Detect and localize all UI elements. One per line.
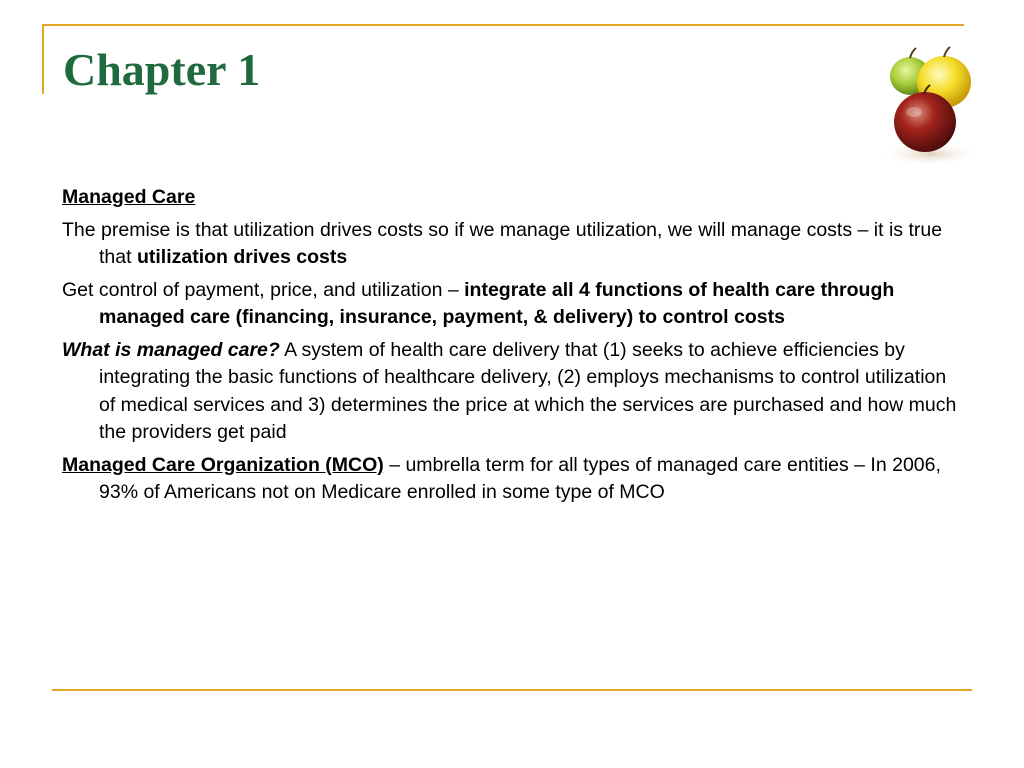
- paragraph-text: Get control of payment, price, and utilization –: [62, 278, 465, 301]
- paragraph-text: – umbrella term for all types of managed care entities – In 2006, 93% of Americans not on Medicare enrolled in some type of MCO: [99, 453, 941, 503]
- left-border-line: [42, 24, 44, 94]
- paragraph-mco: [62, 452, 962, 507]
- slide-body: [62, 184, 962, 512]
- paragraph-control: [62, 277, 962, 332]
- emphasis-text: utilization drives costs: [136, 246, 348, 268]
- emphasis-text: integrate all 4 functions of health care through managed care (financing, insurance, payment, & delivery) to control costs: [99, 278, 895, 328]
- section-heading: Managed Care: [62, 186, 196, 208]
- apples-image: [862, 42, 992, 174]
- paragraph-text: The premise is that utilization drives costs so if we manage utilization, we will manage costs – it is true that: [62, 218, 943, 268]
- paragraph-definition: [62, 337, 962, 447]
- slide-title: Chapter 1: [63, 44, 261, 95]
- paragraph-text: A system of health care delivery that (1) seeks to achieve efficiencies by integrating the basic functions of healthcare delivery, (2) employs mechanisms to control utilization of medical services and 3) determines the price at which the services are purchased and how much the providers get paid: [99, 338, 957, 443]
- paragraph-utilization: [62, 217, 962, 272]
- bottom-border-line: [52, 689, 972, 691]
- top-border-line: [42, 24, 964, 26]
- question-text: What is managed care?: [62, 338, 280, 361]
- term-text: Managed Care Organization (MCO): [62, 453, 384, 476]
